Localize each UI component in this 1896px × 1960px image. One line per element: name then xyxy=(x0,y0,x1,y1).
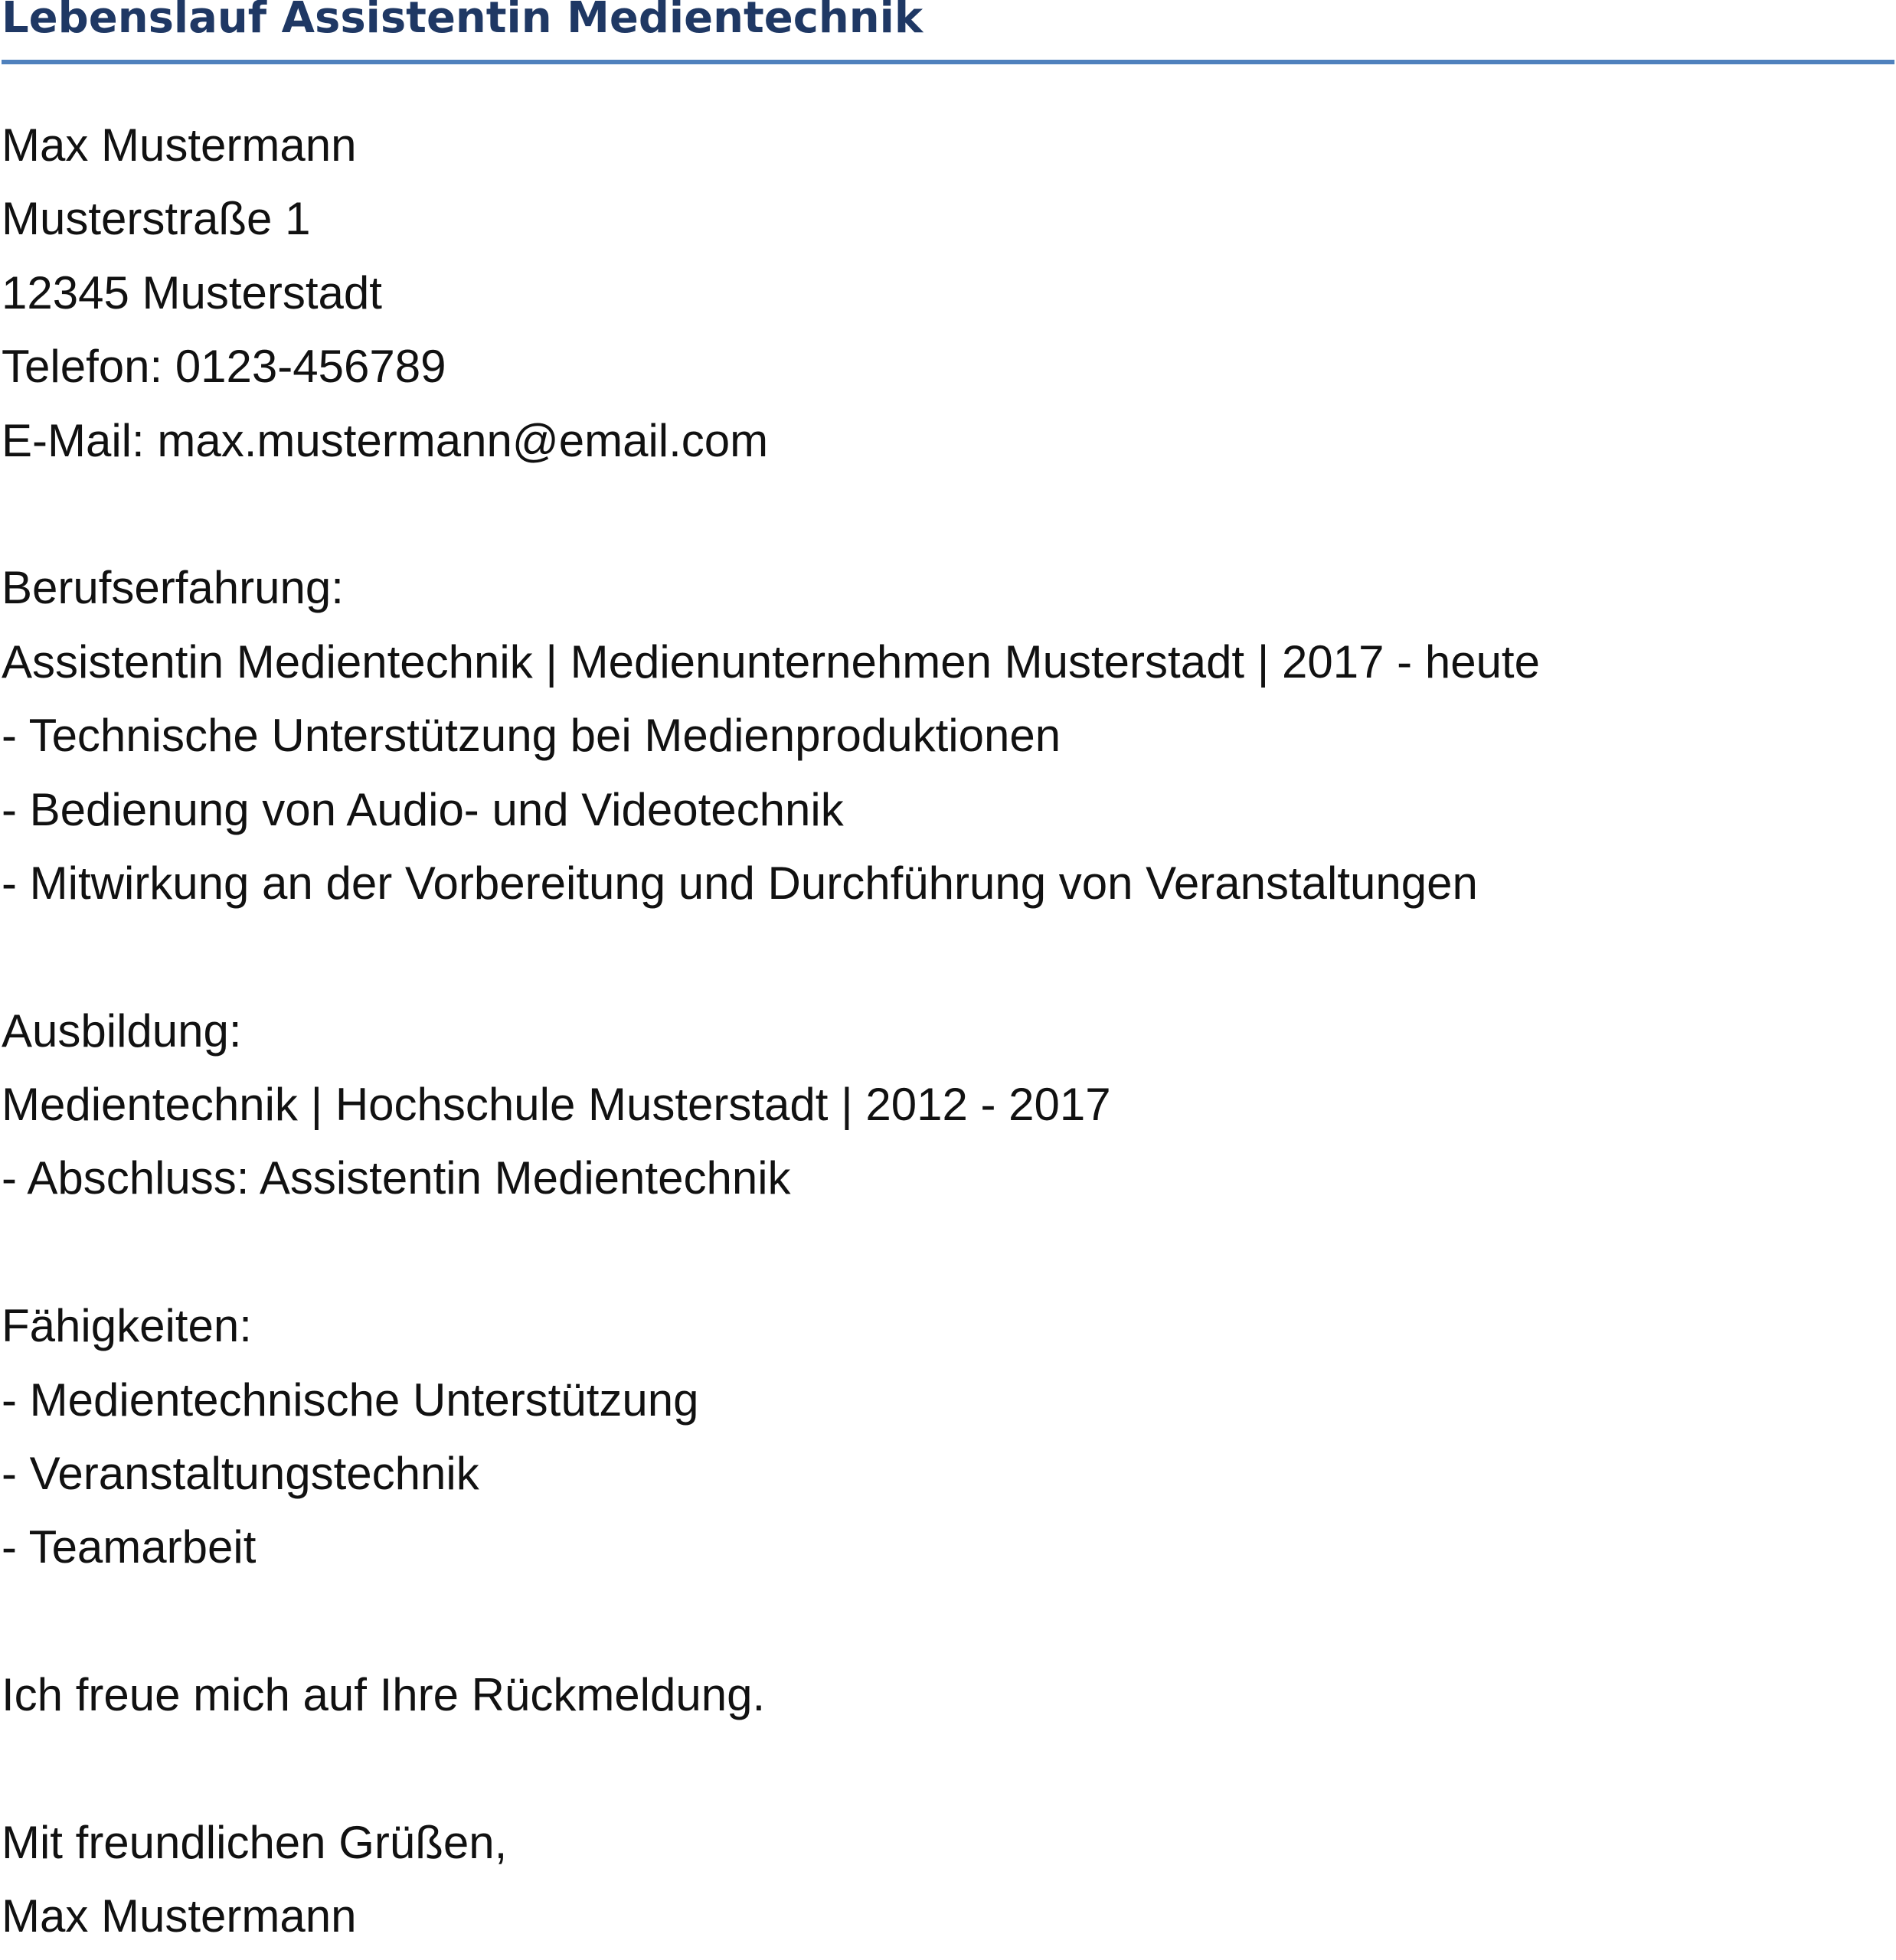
spacer xyxy=(2,1733,1894,1806)
contact-block xyxy=(2,109,1894,478)
contact-name: Max Mustermann xyxy=(2,119,357,171)
skills-heading: Fähigkeiten: xyxy=(2,1300,252,1352)
list-item: - Bedienung von Audio- und Videotechnik xyxy=(2,783,844,835)
closing-text: Ich freue mich auf Ihre Rückmeldung. xyxy=(2,1669,766,1721)
experience-entry: Assistentin Medientechnik | Medienunternehmen Musterstadt | 2017 - heute xyxy=(2,635,1540,688)
signature-name: Max Mustermann xyxy=(2,1890,357,1942)
list-item: - Abschluss: Assistentin Medientechnik xyxy=(2,1152,791,1204)
spacer xyxy=(2,1216,1894,1289)
experience-section xyxy=(2,551,1894,920)
education-heading: Ausbildung: xyxy=(2,1004,242,1057)
closing-salutation: Mit freundlichen Grüßen, xyxy=(2,1816,508,1868)
spacer xyxy=(2,920,1894,994)
skills-section xyxy=(2,1289,1894,1585)
document-page xyxy=(2,0,1894,1954)
list-item: - Mitwirkung an der Vorbereitung und Durchführung von Veranstaltungen xyxy=(2,857,1478,909)
spacer xyxy=(2,1585,1894,1658)
list-item: - Teamarbeit xyxy=(2,1521,257,1573)
education-section xyxy=(2,995,1894,1216)
title-underline xyxy=(2,60,1894,64)
list-item: - Veranstaltungstechnik xyxy=(2,1448,479,1500)
contact-street: Musterstraße 1 xyxy=(2,193,311,245)
contact-email: E-Mail: max.mustermann@email.com xyxy=(2,414,769,466)
contact-phone: Telefon: 0123-456789 xyxy=(2,341,446,393)
spacer xyxy=(2,478,1894,551)
contact-city: 12345 Musterstadt xyxy=(2,266,382,318)
list-item: - Medientechnische Unterstützung xyxy=(2,1374,699,1426)
experience-heading: Berufserfahrung: xyxy=(2,562,344,614)
document-body xyxy=(2,109,1894,1954)
closing-section xyxy=(2,1658,1894,1954)
document-title: Lebenslauf Assistentin Medientechnik xyxy=(2,0,923,43)
list-item: - Technische Unterstützung bei Medienproduktionen xyxy=(2,710,1061,762)
education-entry: Medientechnik | Hochschule Musterstadt | 2012 - 2017 xyxy=(2,1079,1111,1131)
